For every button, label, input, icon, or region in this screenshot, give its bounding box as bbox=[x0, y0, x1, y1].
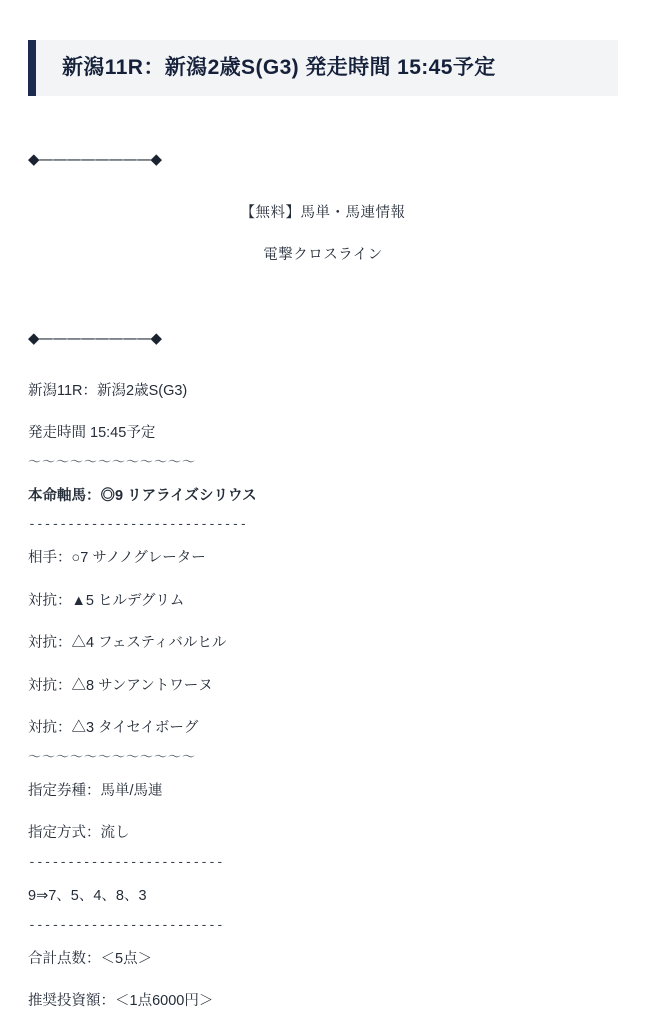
opponent-list bbox=[28, 547, 618, 739]
gap-after-free-title bbox=[28, 232, 618, 244]
bet-method: 指定方式：流し bbox=[28, 825, 130, 842]
list-item: 相手：○7 サノノグレーター bbox=[28, 550, 206, 567]
main-pick: 本命軸馬：◎9 リアライズシリウス bbox=[28, 487, 257, 504]
list-item: 対抗：△4 フェスティバルヒル bbox=[28, 635, 227, 652]
start-time: 発走時間 15:45予定 bbox=[28, 425, 156, 442]
free-info-block bbox=[28, 202, 618, 267]
dash-rule-3: ------------------------- bbox=[28, 917, 224, 933]
gap-op-1 bbox=[28, 620, 618, 632]
ticket-type: 指定券種：馬単/馬連 bbox=[28, 782, 163, 799]
list-item: 対抗：△3 タイセイボーグ bbox=[28, 720, 199, 737]
race-header bbox=[28, 40, 618, 96]
decorative-divider-top: ◆————————◆ bbox=[28, 150, 162, 169]
gap-before-second-divider bbox=[28, 275, 618, 309]
dash-rule-2: ------------------------- bbox=[28, 854, 224, 870]
page-title: 新潟11R：新潟2歳S(G3) 発走時間 15:45予定 bbox=[62, 56, 496, 79]
gap-after-ticket-type bbox=[28, 810, 618, 822]
wavy-rule-2: 〜〜〜〜〜〜〜〜〜〜〜〜 bbox=[28, 749, 197, 765]
list-item: 対抗：▲5 ヒルデグリム bbox=[28, 592, 185, 609]
recommended-amount: 推奨投資額：＜1点6000円＞ bbox=[28, 993, 214, 1010]
free-info-title: 【無料】馬単・馬連情報 bbox=[240, 204, 406, 221]
page-root bbox=[0, 40, 646, 1013]
dash-rule-1: ---------------------------- bbox=[28, 517, 248, 533]
list-item: 対抗：△8 サンアントワーヌ bbox=[28, 677, 213, 694]
brand-name: 電撃クロスライン bbox=[263, 247, 383, 264]
race-name: 新潟11R：新潟2歳S(G3) bbox=[28, 382, 188, 399]
gap-op-0 bbox=[28, 578, 618, 590]
wavy-rule-1: 〜〜〜〜〜〜〜〜〜〜〜〜 bbox=[28, 454, 197, 470]
gap-op-2 bbox=[28, 663, 618, 675]
gap-after-total-points bbox=[28, 978, 618, 990]
gap-after-race-name bbox=[28, 410, 618, 422]
header-accent-bar bbox=[28, 40, 36, 96]
combination: 9⇒7、5、4、8、3 bbox=[28, 888, 147, 905]
gap-op-3 bbox=[28, 705, 618, 717]
article-body bbox=[28, 96, 618, 1012]
total-points: 合計点数：＜5点＞ bbox=[28, 950, 153, 967]
decorative-divider-second: ◆————————◆ bbox=[28, 328, 162, 347]
